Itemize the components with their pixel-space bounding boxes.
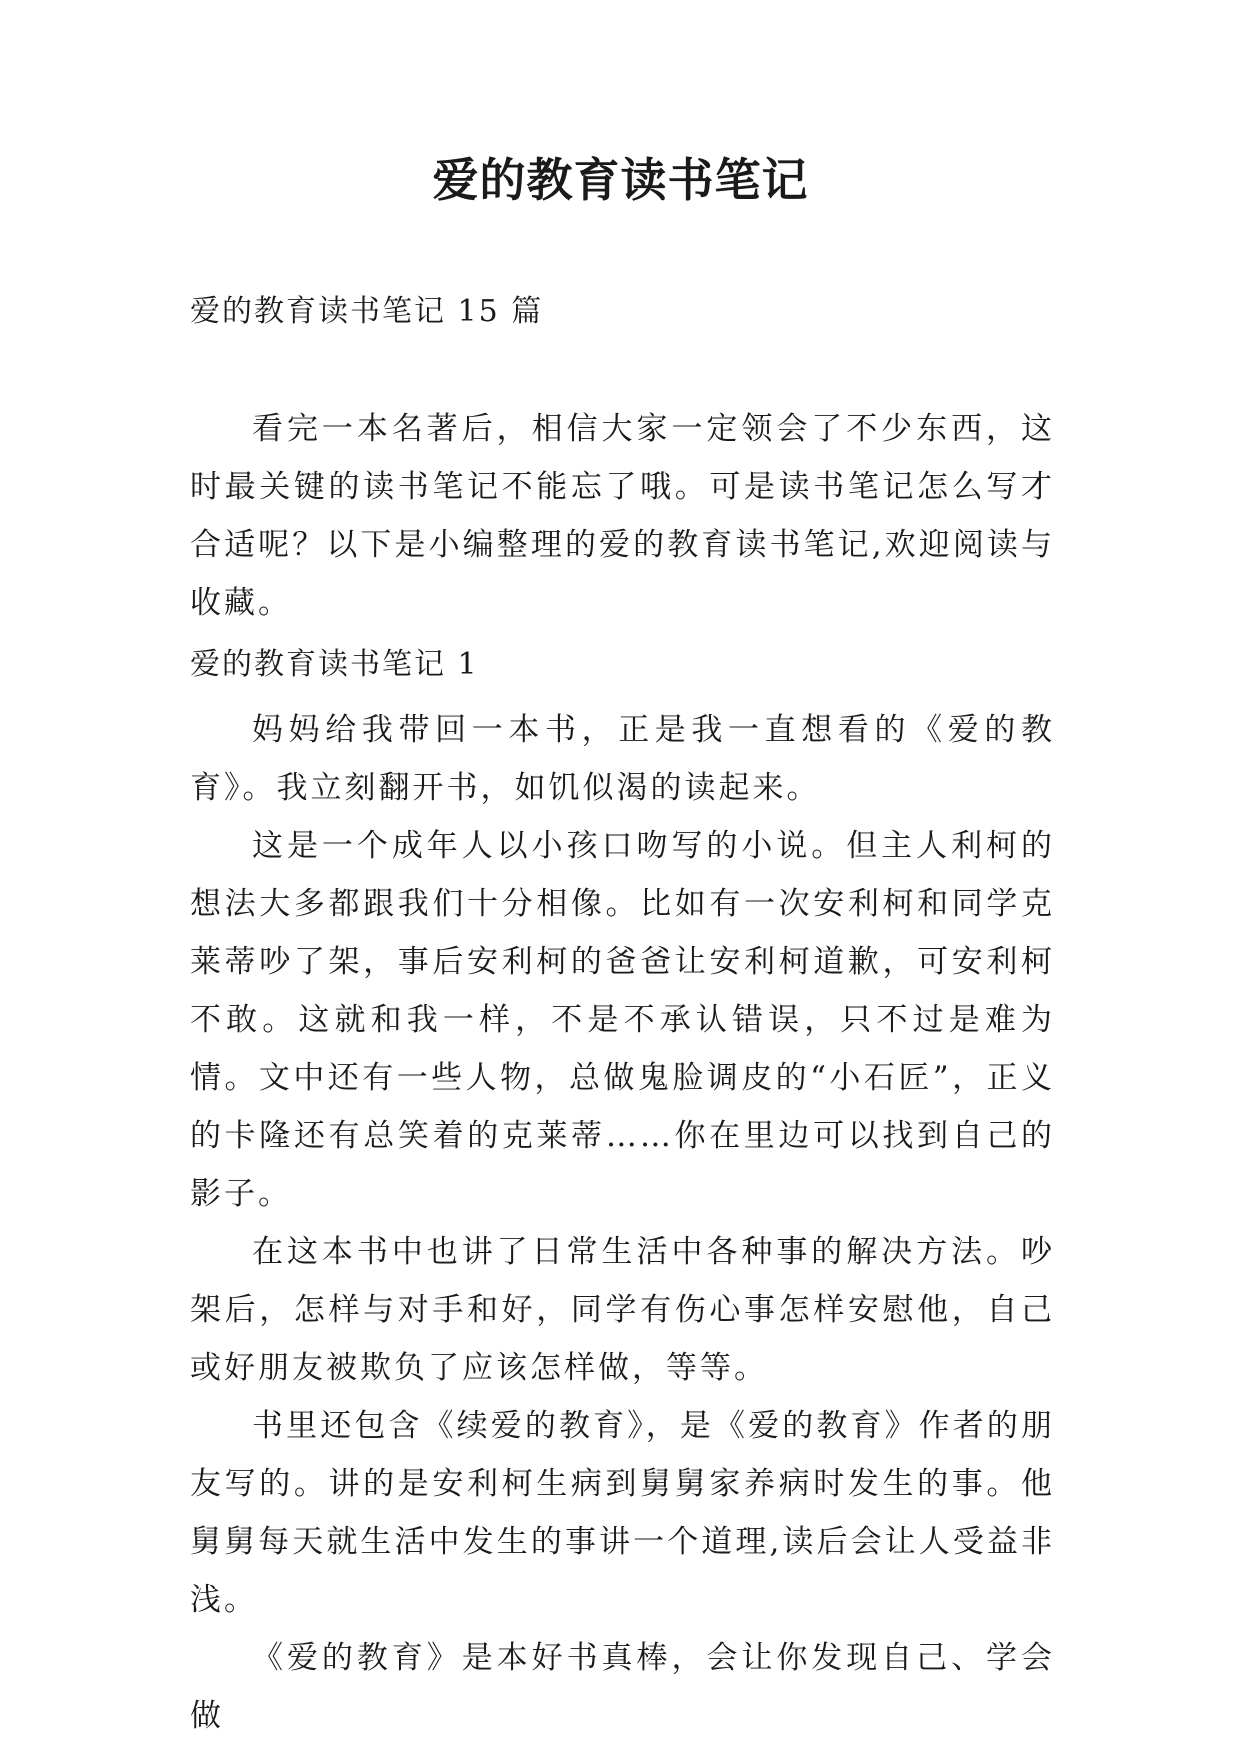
intro-block [190, 400, 1055, 632]
body-paragraph: 这是一个成年人以小孩口吻写的小说。但主人利柯的想法大多都跟我们十分相像。比如有一次安利柯和同学克莱蒂吵了架，事后安利柯的爸爸让安利柯道歉，可安利柯不敢。这就和我一样，不是不承认错误，只不过是难为情。文中还有一些人物，总做鬼脸调皮的“小石匠”，正义的卡隆还有总笑着的克莱蒂……你在里边可以找到自己的影子。 [190, 828, 1055, 1212]
body-paragraph: 妈妈给我带回一本书，正是我一直想看的《爱的教育》。我立刻翻开书，如饥似渴的读起来。 [190, 712, 1055, 806]
page-title: 爱的教育读书笔记 [432, 153, 809, 207]
document-subtitle: 爱的教育读书笔记 15 篇 [190, 294, 544, 329]
section-1 [190, 643, 1055, 1745]
body-paragraph: 《爱的教育》是本好书真棒，会让你发现自己、学会做 [190, 1640, 1055, 1734]
body-paragraph: 书里还包含《续爱的教育》，是《爱的教育》作者的朋友写的。讲的是安利柯生病到舅舅家养病时发生的事。他舅舅每天就生活中发生的事讲一个道理,读后会让人受益非浅。 [190, 1408, 1055, 1618]
body-paragraph: 在这本书中也讲了日常生活中各种事的解决方法。吵架后，怎样与对手和好，同学有伤心事怎样安慰他，自己或好朋友被欺负了应该怎样做，等等。 [190, 1234, 1055, 1386]
section-heading: 爱的教育读书笔记 1 [190, 647, 479, 682]
intro-paragraph: 看完一本名著后，相信大家一定领会了不少东西，这时最关键的读书笔记不能忘了哦。可是读书笔记怎么写才合适呢？以下是小编整理的爱的教育读书笔记,欢迎阅读与收藏。 [190, 411, 1055, 621]
